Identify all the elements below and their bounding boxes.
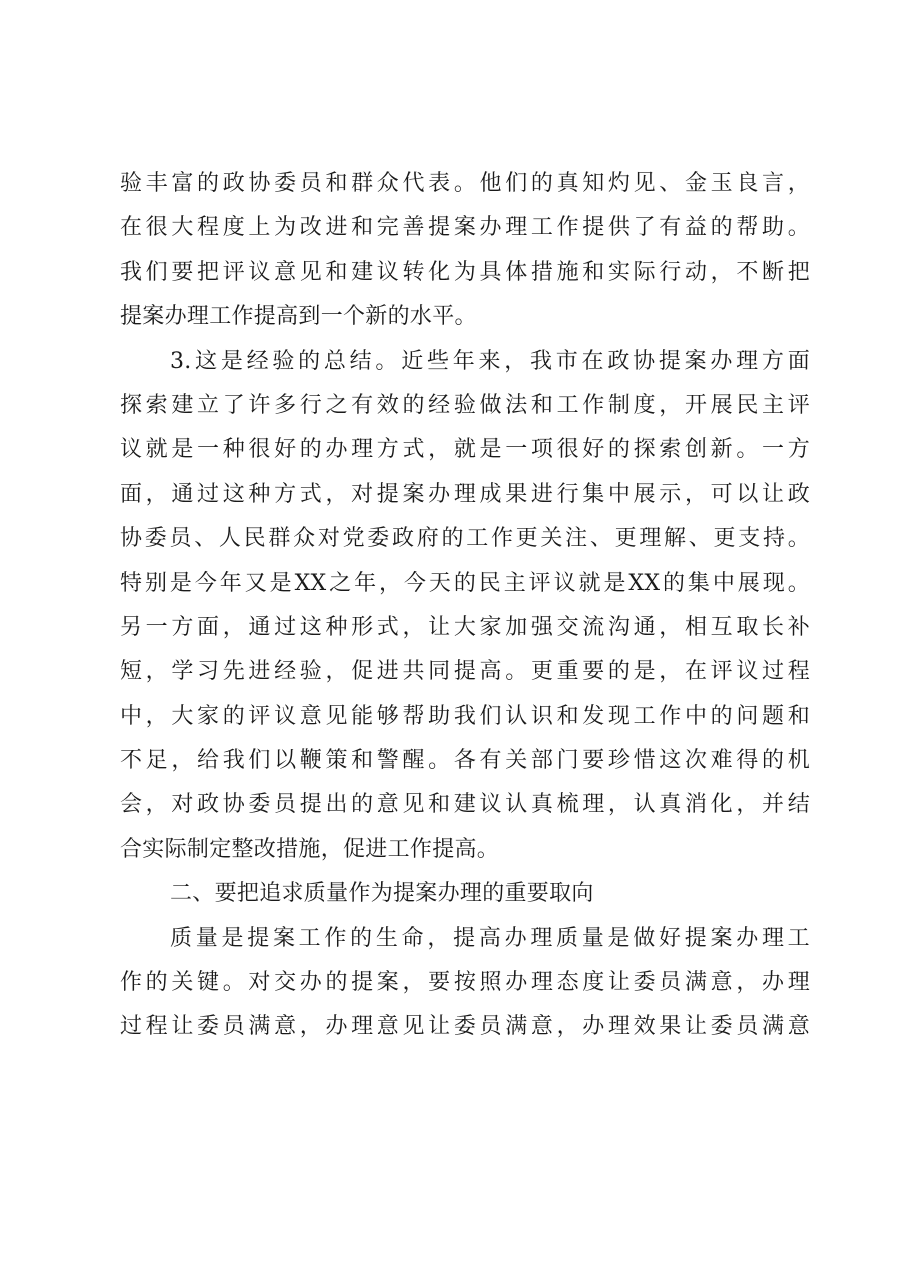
text-line: 中，大家的评议意见能够帮助我们认识和发现工作中的问题和: [120, 703, 810, 729]
text-line: 在很大程度上为改进和完善提案办理工作提供了有益的帮助。: [120, 215, 810, 241]
text-line: 质量是提案工作的生命，提高办理质量是做好提案办理工: [170, 925, 810, 951]
text-line: 面，通过这种方式，对提案办理成果进行集中展示，可以让政: [120, 481, 810, 507]
text-line: 3.这是经验的总结。近些年来，我市在政协提案办理方面: [170, 348, 810, 374]
text-line: 协委员、人民群众对党委政府的工作更关注、更理解、更支持。: [120, 526, 810, 552]
text-line: 过程让委员满意，办理意见让委员满意，办理效果让委员满意: [120, 1014, 810, 1040]
text-line: 验丰富的政协委员和群众代表。他们的真知灼见、金玉良言，: [120, 171, 810, 196]
text-line: 提案办理工作提高到一个新的水平。: [120, 304, 477, 330]
text-line: 短，学习先进经验，促进共同提高。更重要的是，在评议过程: [120, 659, 810, 685]
text-line: 探索建立了许多行之有效的经验做法和工作制度，开展民主评: [120, 392, 810, 418]
text-line: 特别是今年又是XX之年，今天的民主评议就是XX的集中展现。: [120, 570, 810, 596]
text-line: 二、要把追求质量作为提案办理的重要取向: [170, 881, 594, 907]
text-line: 作的关键。对交办的提案，要按照办理态度让委员满意，办理: [120, 970, 810, 996]
document-body: [120, 162, 810, 1050]
text-line: 合实际制定整改措施，促进工作提高。: [120, 836, 500, 862]
text-line: 另一方面，通过这种形式，让大家加强交流沟通，相互取长补: [120, 614, 810, 640]
text-line: 不足，给我们以鞭策和警醒。各有关部门要珍惜这次难得的机: [120, 748, 810, 774]
text-line: 会，对政协委员提出的意见和建议认真梳理，认真消化，并结: [120, 792, 810, 818]
text-line: 我们要把评议意见和建议转化为具体措施和实际行动，不断把: [120, 259, 810, 285]
text-line: 议就是一种很好的办理方式，就是一项很好的探索创新。一方: [120, 437, 810, 463]
